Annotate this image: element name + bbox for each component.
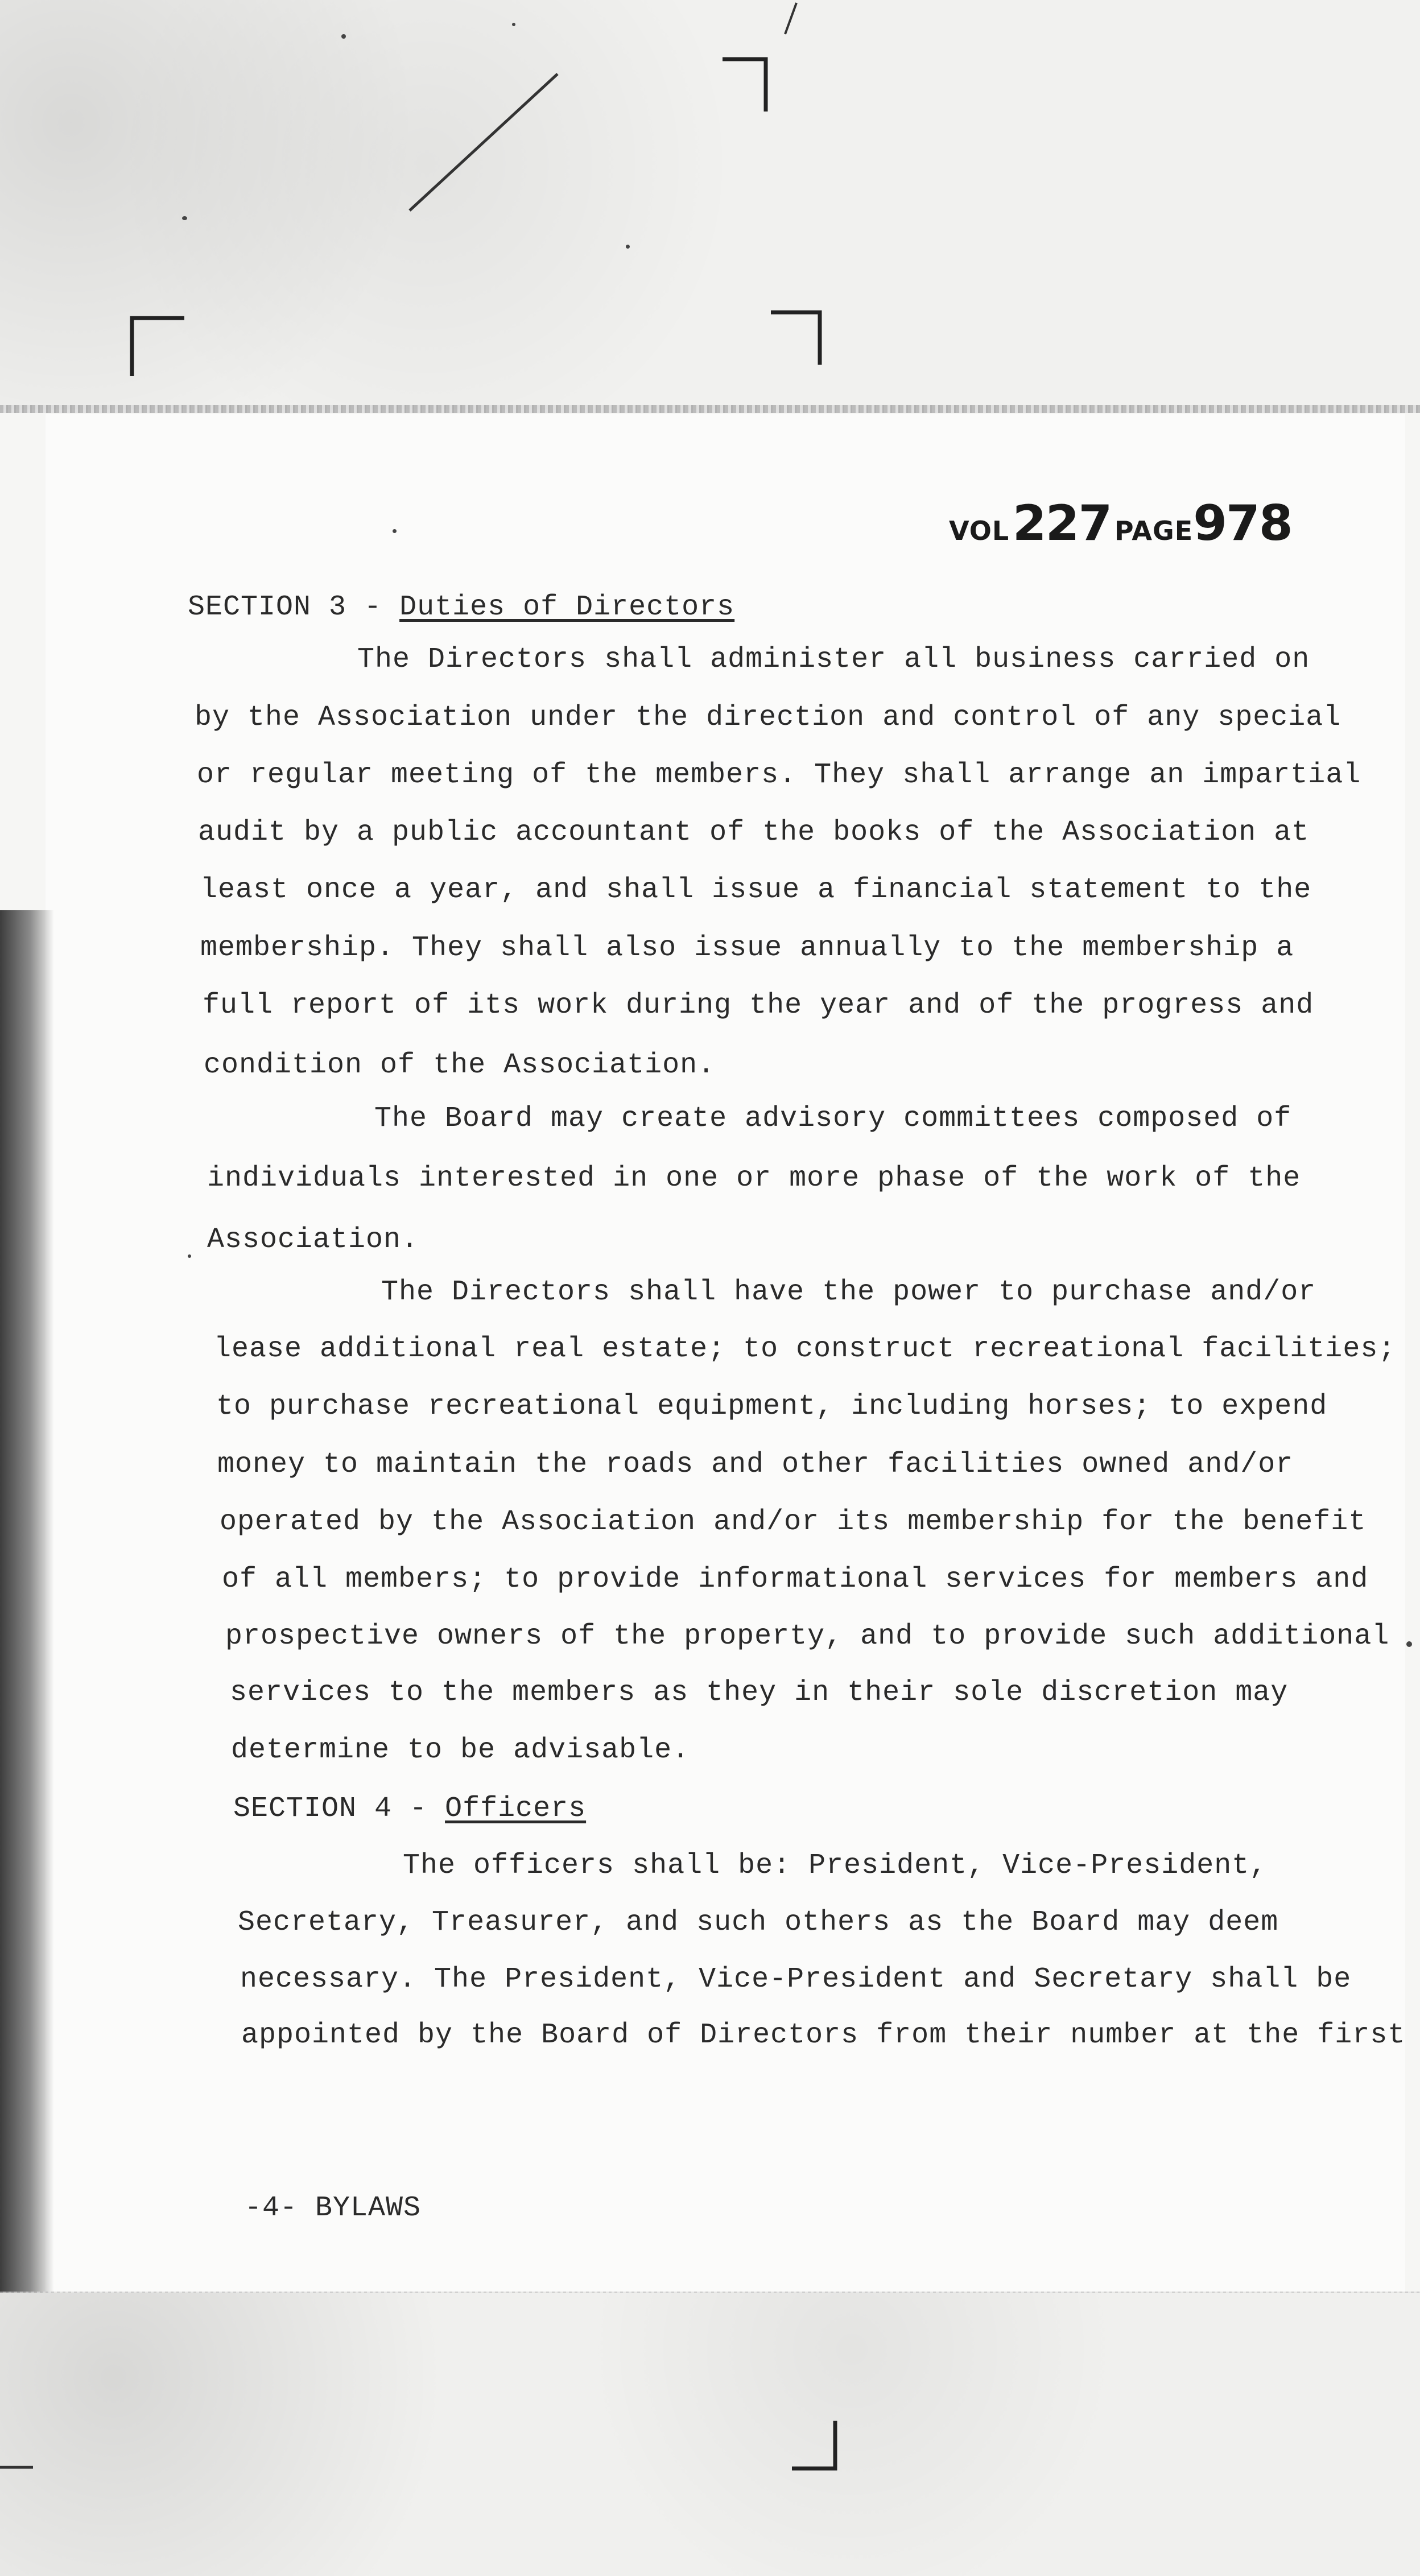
crop-mark-bottom-left <box>0 2464 34 2470</box>
body-line: determine to be advisable. <box>231 1734 690 1766</box>
scan-speck <box>188 1254 191 1258</box>
left-scan-shadow <box>0 910 54 2298</box>
body-line: by the Association under the direction and control of any special <box>195 701 1341 734</box>
body-line: prospective owners of the property, and to provide such additional <box>225 1620 1390 1653</box>
section3-label: SECTION 3 - <box>188 591 400 624</box>
page-edge-line <box>0 405 1420 413</box>
body-line: services to the members as they in their sole discretion may <box>230 1677 1289 1709</box>
body-line: or regular meeting of the members. They shall arrange an impartial <box>197 759 1361 791</box>
scan-scratch-line <box>779 0 802 40</box>
body-line: The Directors shall administer all business carried on <box>357 643 1310 676</box>
body-line: audit by a public accountant of the books of the Association at <box>198 816 1310 849</box>
bottom-scan-margin <box>0 2293 1420 2576</box>
crop-mark-bottom <box>792 2421 837 2472</box>
body-line: least once a year, and shall issue a financial statement to the <box>200 874 1312 906</box>
page-number: 978 <box>1193 495 1292 552</box>
body-line: necessary. The President, Vice-President and Secretary shall be <box>240 1963 1352 1996</box>
recording-stamp <box>949 495 1292 558</box>
vol-number: 227 <box>1012 495 1112 552</box>
scan-speck <box>512 23 515 26</box>
body-line: money to maintain the roads and other facilities owned and/or <box>217 1448 1294 1481</box>
vol-label: VOL <box>949 515 1010 546</box>
crop-mark-top-right <box>723 57 768 114</box>
body-line: to purchase recreational equipment, including horses; to expend <box>216 1390 1328 1423</box>
body-line: individuals interested in one or more phase of the work of the <box>207 1162 1301 1195</box>
section4-heading <box>233 1792 586 1826</box>
crop-mark-left <box>130 316 187 378</box>
body-line: The Directors shall have the power to purchase and/or <box>381 1276 1316 1308</box>
body-line: condition of the Association. <box>204 1049 716 1081</box>
scan-speck <box>626 245 630 249</box>
body-line: membership. They shall also issue annually to the membership a <box>200 932 1294 964</box>
body-line: Association. <box>207 1224 419 1256</box>
body-line: operated by the Association and/or its membership for the benefit <box>220 1506 1367 1538</box>
crop-mark-right <box>771 310 822 367</box>
scan-speck <box>341 34 346 39</box>
body-line: full report of its work during the year and of the progress and <box>203 989 1314 1022</box>
page-footer: -4- BYLAWS <box>245 2192 422 2224</box>
body-line: Secretary, Treasurer, and such others as the Board may deem <box>238 1906 1279 1939</box>
scan-scratch-line <box>398 68 563 216</box>
scan-speck <box>1406 1641 1412 1647</box>
section3-title: Duties of Directors <box>399 591 735 624</box>
top-scan-margin <box>0 0 1420 410</box>
section4-label: SECTION 4 - <box>233 1793 445 1825</box>
scan-speck <box>393 529 397 533</box>
body-line: appointed by the Board of Directors from their number at the first <box>241 2019 1406 2051</box>
body-line: The Board may create advisory committees composed of <box>374 1103 1292 1135</box>
page-label: PAGE <box>1114 515 1194 546</box>
body-line: lease additional real estate; to construct recreational facilities; <box>214 1333 1396 1365</box>
section3-heading <box>188 591 734 625</box>
scan-speck <box>182 216 187 220</box>
section4-title: Officers <box>445 1793 587 1825</box>
body-line: The officers shall be: President, Vice-President, <box>403 1850 1268 1882</box>
body-line: of all members; to provide informational services for members and <box>222 1563 1369 1596</box>
